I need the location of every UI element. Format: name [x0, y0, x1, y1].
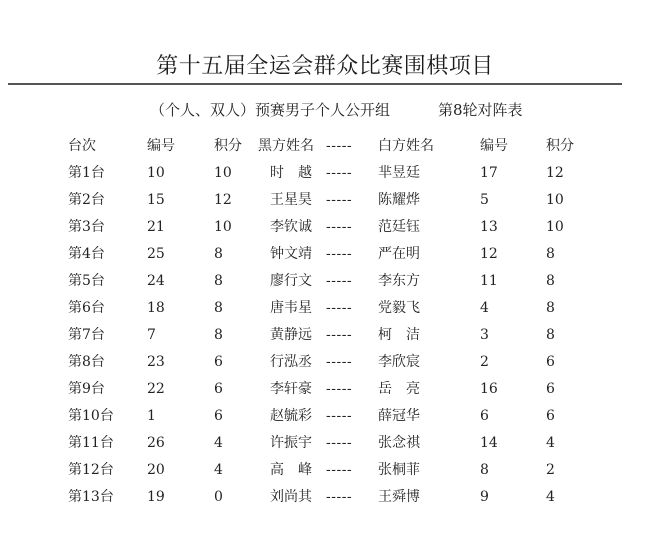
- black-score: 8: [214, 300, 223, 316]
- black-number: 26: [147, 435, 165, 451]
- header-black-score: 积分: [214, 138, 242, 154]
- black-score: 10: [214, 165, 232, 181]
- table-cell: 第9台: [68, 381, 105, 397]
- black-number: 24: [147, 273, 165, 289]
- white-name: 芈昱廷: [378, 165, 420, 181]
- table-cell: 第6台: [68, 300, 105, 316]
- black-number: 10: [147, 165, 165, 181]
- table-cell: 第1台: [68, 165, 105, 181]
- table-header: [0, 134, 650, 158]
- black-score: 0: [214, 489, 223, 505]
- black-number: 25: [147, 246, 165, 262]
- table-cell: 第11台: [68, 435, 114, 451]
- black-number: 20: [147, 462, 165, 478]
- white-name: 党毅飞: [378, 300, 420, 316]
- header-table: 台次: [68, 138, 96, 154]
- separator: -----: [326, 354, 353, 370]
- table-cell: 第10台: [68, 408, 114, 424]
- white-name: 岳 亮: [378, 381, 420, 397]
- white-number: 14: [480, 435, 498, 451]
- separator: -----: [326, 300, 353, 316]
- table-cell: 第5台: [68, 273, 105, 289]
- table-cell: 第4台: [68, 246, 105, 262]
- white-number: 9: [480, 489, 489, 505]
- black-name: 黄静远: [270, 327, 312, 343]
- subtitle: [150, 99, 570, 120]
- header-white-number: 编号: [480, 138, 508, 154]
- white-score: 2: [546, 462, 555, 478]
- white-number: 2: [480, 354, 489, 370]
- black-number: 23: [147, 354, 165, 370]
- black-number: 19: [147, 489, 165, 505]
- separator: -----: [326, 462, 353, 478]
- white-score: 8: [546, 300, 555, 316]
- white-number: 11: [480, 273, 498, 289]
- black-score: 6: [214, 354, 223, 370]
- white-number: 8: [480, 462, 489, 478]
- black-score: 8: [214, 246, 223, 262]
- black-name: 行泓丞: [270, 354, 312, 370]
- black-score: 6: [214, 381, 223, 397]
- table-row: [0, 458, 650, 482]
- table-row: [0, 323, 650, 347]
- black-score: 8: [214, 273, 223, 289]
- white-name: 王舜博: [378, 489, 420, 505]
- white-score: 8: [546, 327, 555, 343]
- black-score: 4: [214, 435, 223, 451]
- white-score: 8: [546, 273, 555, 289]
- table-row: [0, 242, 650, 266]
- black-number: 22: [147, 381, 165, 397]
- white-score: 6: [546, 381, 555, 397]
- table-row: [0, 215, 650, 239]
- white-name: 张桐菲: [378, 462, 420, 478]
- header-white-name: 白方姓名: [378, 138, 434, 154]
- table-cell: 第8台: [68, 354, 105, 370]
- table-cell: 第12台: [68, 462, 114, 478]
- black-name: 许振宇: [270, 435, 312, 451]
- white-number: 3: [480, 327, 489, 343]
- white-score: 4: [546, 435, 555, 451]
- black-name: 廖行文: [270, 273, 312, 289]
- separator: -----: [326, 219, 353, 235]
- white-number: 16: [480, 381, 498, 397]
- white-number: 12: [480, 246, 498, 262]
- table-cell: 第3台: [68, 219, 105, 235]
- white-name: 严在明: [378, 246, 420, 262]
- table-row: [0, 188, 650, 212]
- black-name: 唐韦星: [270, 300, 312, 316]
- white-name: 李东方: [378, 273, 420, 289]
- title-divider: [8, 83, 622, 85]
- table-row: [0, 485, 650, 509]
- white-name: 张念祺: [378, 435, 420, 451]
- separator: -----: [326, 246, 353, 262]
- black-name: 刘尚其: [270, 489, 312, 505]
- black-score: 10: [214, 219, 232, 235]
- black-name: 钟文靖: [270, 246, 312, 262]
- separator: -----: [326, 192, 353, 208]
- white-score: 10: [546, 192, 564, 208]
- table-row: [0, 404, 650, 428]
- black-score: 4: [214, 462, 223, 478]
- table-cell: 第7台: [68, 327, 105, 343]
- white-number: 4: [480, 300, 489, 316]
- table-row: [0, 377, 650, 401]
- black-name: 赵毓彩: [270, 408, 312, 424]
- header-separator: -----: [326, 138, 353, 154]
- separator: -----: [326, 489, 353, 505]
- black-number: 7: [147, 327, 156, 343]
- separator: -----: [326, 408, 353, 424]
- table-row: [0, 161, 650, 185]
- subtitle-group: （个人、双人）预赛男子个人公开组: [150, 101, 391, 119]
- black-number: 1: [147, 408, 156, 424]
- white-name: 薛冠华: [378, 408, 420, 424]
- separator: -----: [326, 273, 353, 289]
- table-row: [0, 296, 650, 320]
- table-cell: 第2台: [68, 192, 105, 208]
- black-name: 时 越: [270, 165, 312, 181]
- black-score: 8: [214, 327, 223, 343]
- white-score: 6: [546, 408, 555, 424]
- table-row: [0, 269, 650, 293]
- white-name: 范廷钰: [378, 219, 420, 235]
- black-number: 21: [147, 219, 165, 235]
- black-name: 高 峰: [270, 462, 312, 478]
- white-score: 10: [546, 219, 564, 235]
- white-name: 李欣宸: [378, 354, 420, 370]
- header-white-score: 积分: [546, 138, 574, 154]
- table-row: [0, 431, 650, 455]
- header-black-number: 编号: [147, 138, 175, 154]
- separator: -----: [326, 165, 353, 181]
- table-cell: 第13台: [68, 489, 114, 505]
- page-title: 第十五届全运会群众比赛围棋项目: [156, 54, 494, 79]
- white-score: 12: [546, 165, 564, 181]
- header-black-name: 黑方姓名: [258, 138, 314, 154]
- separator: -----: [326, 435, 353, 451]
- separator: -----: [326, 327, 353, 343]
- black-number: 15: [147, 192, 165, 208]
- black-score: 6: [214, 408, 223, 424]
- black-name: 李钦诚: [270, 219, 312, 235]
- white-score: 6: [546, 354, 555, 370]
- black-name: 王星昊: [270, 192, 312, 208]
- white-score: 8: [546, 246, 555, 262]
- black-name: 李轩豪: [270, 381, 312, 397]
- subtitle-round: 第8轮对阵表: [438, 101, 523, 119]
- white-number: 6: [480, 408, 489, 424]
- white-number: 5: [480, 192, 489, 208]
- white-number: 13: [480, 219, 498, 235]
- white-number: 17: [480, 165, 498, 181]
- table-row: [0, 350, 650, 374]
- white-score: 4: [546, 489, 555, 505]
- black-score: 12: [214, 192, 232, 208]
- separator: -----: [326, 381, 353, 397]
- white-name: 柯 洁: [378, 327, 420, 343]
- white-name: 陈耀烨: [378, 192, 420, 208]
- black-number: 18: [147, 300, 165, 316]
